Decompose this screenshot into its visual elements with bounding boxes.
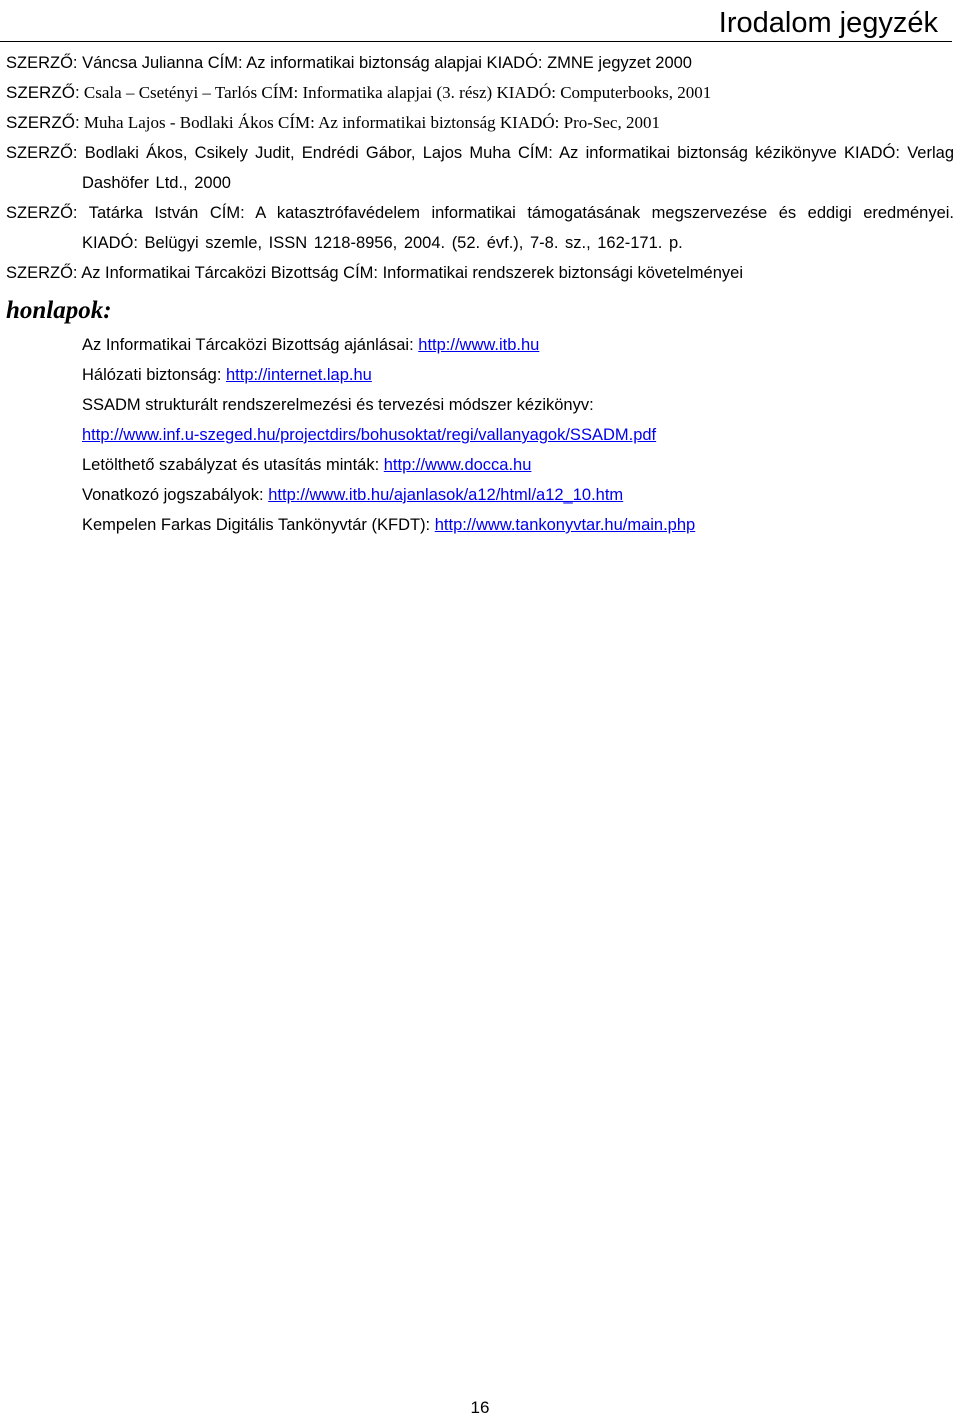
- website-link[interactable]: http://www.docca.hu: [383, 456, 532, 474]
- reference-label: SZERZŐ:: [6, 113, 80, 132]
- website-list: [82, 330, 942, 540]
- page-number: 16: [470, 1398, 490, 1417]
- reference-item: [6, 198, 954, 258]
- website-link[interactable]: http://www.itb.hu: [418, 336, 540, 354]
- section-heading-honlapok: honlapok:: [6, 297, 112, 324]
- reference-text: Tatárka István CÍM: A katasztrófavédelem informatikai támogatásának megszervezése és eddigi eredményei. KIADÓ: Belügyi szemle, ISSN 1218-8956, 2004. (52. évf.), 7-8. sz., 162-171. p.: [77, 204, 954, 252]
- website-link[interactable]: http://www.tankonyvtar.hu/main.php: [434, 516, 696, 534]
- website-description: Kempelen Farkas Digitális Tankönyvtár (KFDT):: [82, 516, 435, 534]
- reference-text: Muha Lajos - Bodlaki Ákos CÍM: Az informatikai biztonság KIADÓ: Pro-Sec, 2001: [79, 113, 660, 132]
- reference-item: [6, 138, 954, 198]
- website-item: [82, 360, 942, 390]
- website-description: Hálózati biztonság:: [82, 366, 226, 384]
- website-item-url: [82, 420, 942, 450]
- website-item: [82, 450, 942, 480]
- reference-text: Az Informatikai Tárcaközi Bizottság CÍM: Informatikai rendszerek biztonsági követelményei: [77, 264, 743, 282]
- page-title: Irodalom jegyzék: [0, 4, 952, 42]
- website-item: [82, 330, 942, 360]
- reference-text: Csala – Csetényi – Tarlós CÍM: Informatika alapjai (3. rész) KIADÓ: Computerbooks, 2001: [79, 83, 712, 102]
- website-item: [82, 510, 942, 540]
- website-description: Letölthető szabályzat és utasítás minták:: [82, 456, 384, 474]
- reference-item: [6, 258, 954, 288]
- reference-list: [6, 48, 954, 288]
- website-link[interactable]: http://www.inf.u-szeged.hu/projectdirs/bohusoktat/regi/vallanyagok/SSADM.pdf: [82, 426, 657, 444]
- reference-item: [6, 48, 954, 78]
- reference-text: Bodlaki Ákos, Csikely Judit, Endrédi Gábor, Lajos Muha CÍM: Az informatikai biztonság kézikönyve KIADÓ: Verlag Dashöfer Ltd., 2000: [77, 144, 954, 192]
- website-description: SSADM strukturált rendszerelmezési és tervezési módszer kézikönyv:: [82, 396, 594, 414]
- website-link[interactable]: http://internet.lap.hu: [226, 366, 372, 384]
- website-description: Vonatkozó jogszabályok:: [82, 486, 269, 504]
- reference-label: SZERZŐ:: [6, 54, 78, 72]
- reference-label: SZERZŐ:: [6, 83, 80, 102]
- website-link[interactable]: http://www.itb.hu/ajanlasok/a12/html/a12_10.htm: [268, 486, 624, 504]
- reference-label: SZERZŐ:: [6, 264, 78, 282]
- reference-label: SZERZŐ:: [6, 204, 78, 222]
- website-item: [82, 480, 942, 510]
- reference-item: [6, 108, 954, 138]
- reference-item: [6, 78, 954, 108]
- reference-label: SZERZŐ:: [6, 144, 78, 162]
- website-item: [82, 390, 942, 420]
- reference-text: Váncsa Julianna CÍM: Az informatikai biztonság alapjai KIADÓ: ZMNE jegyzet 2000: [77, 54, 692, 72]
- website-description: Az Informatikai Tárcaközi Bizottság ajánlásai:: [82, 336, 419, 354]
